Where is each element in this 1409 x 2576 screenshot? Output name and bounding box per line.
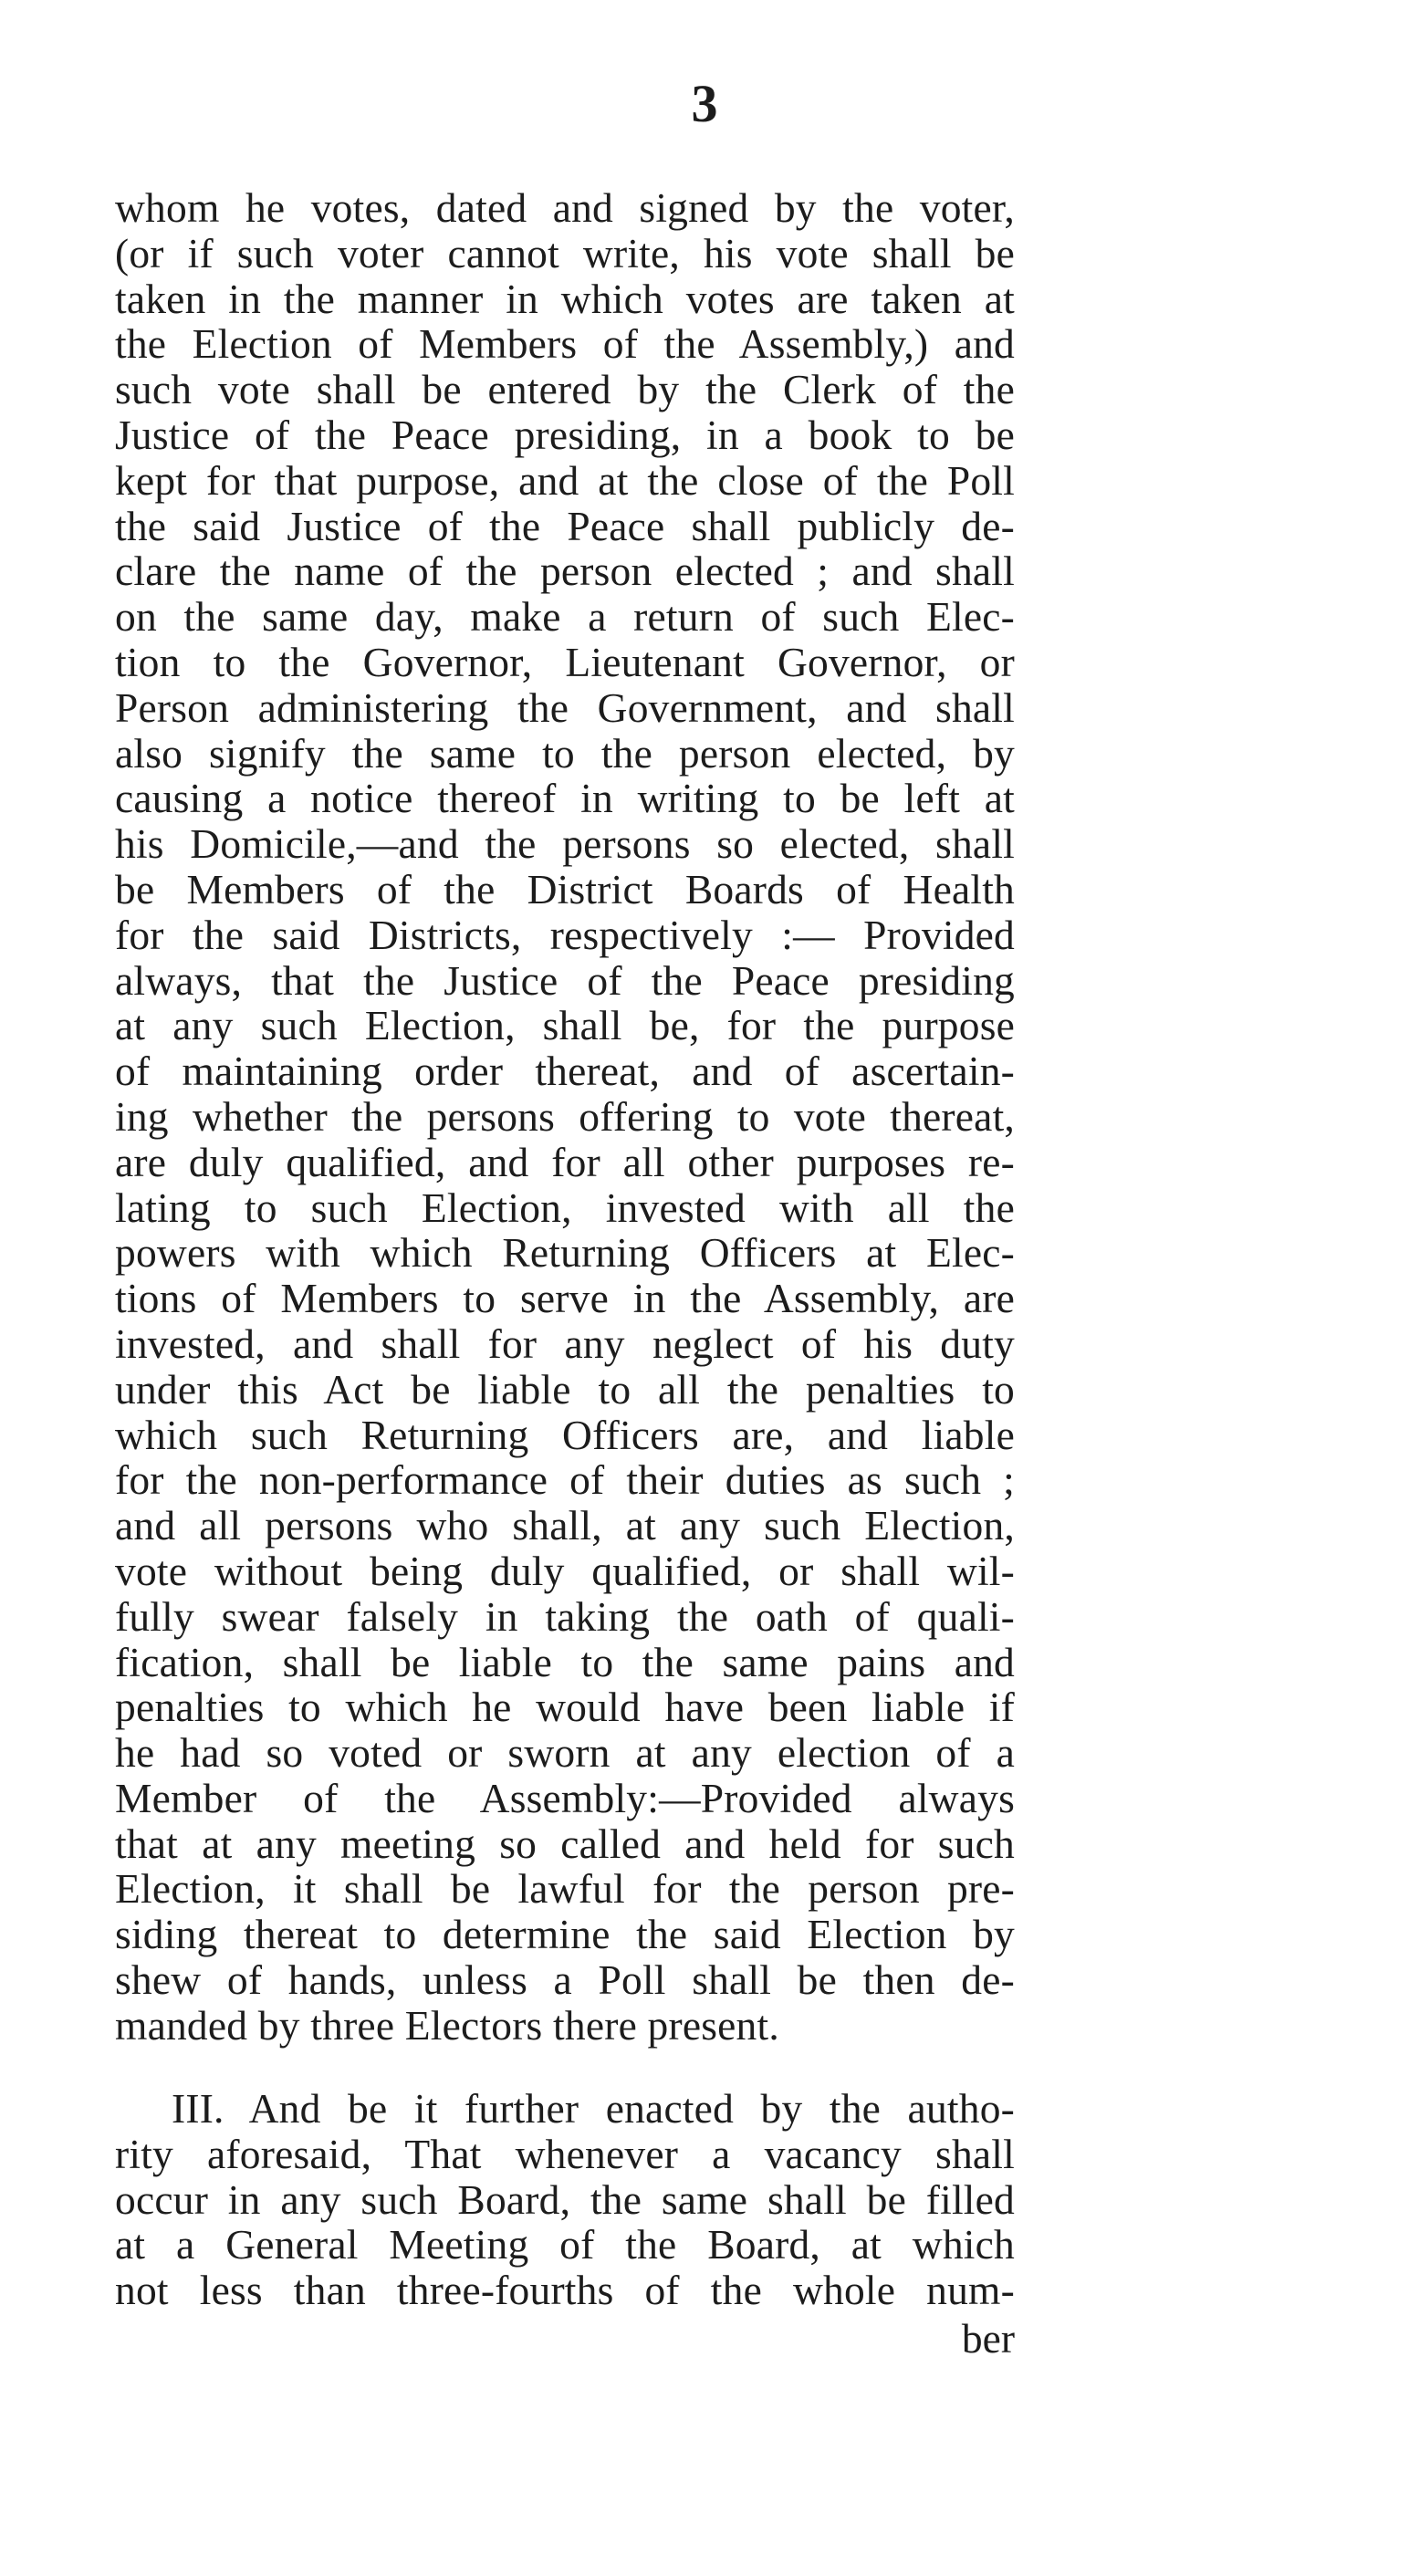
text-line: and all persons who shall, at any such Election, (115, 1502, 1015, 1549)
text-line: tions of Members to serve in the Assembly, are (115, 1275, 1015, 1322)
text-line: fication, shall be liable to the same pains and (115, 1638, 1015, 1685)
text-line: occur in any such Board, the same shall be filled (115, 2175, 1015, 2223)
text-line: (or if such voter cannot write, his vote shall be (115, 229, 1015, 276)
text-line: vote without being duly qualified, or shall wil- (115, 1547, 1015, 1594)
text-line: Member of the Assembly:—Provided always (115, 1774, 1015, 1821)
text-line: clare the name of the person elected ; and shall (115, 548, 1015, 595)
text-line: for the non-performance of their duties as such ; (115, 1456, 1015, 1504)
text-line: III. And be it further enacted by the autho- (172, 2085, 1015, 2132)
text-line: causing a notice thereof in writing to be left at (115, 775, 1015, 822)
text-line: his Domicile,—and the persons so elected, shall (115, 820, 1015, 868)
text-line: whom he votes, dated and signed by the voter, (115, 184, 1015, 231)
text-line: which such Returning Officers are, and liable (115, 1411, 1015, 1458)
text-line: kept for that purpose, and at the close of the Poll (115, 456, 1015, 504)
text-line: also signify the same to the person elected, by (115, 729, 1015, 777)
text-line: shew of hands, unless a Poll shall be then de- (115, 1956, 1015, 2004)
paragraph-2-section-iii (115, 2086, 1015, 2313)
text-line: that at any meeting so called and held for such (115, 1820, 1015, 1867)
paragraph-1 (115, 185, 1015, 2049)
text-line: rity aforesaid, That whenever a vacancy shall (115, 2130, 1015, 2177)
text-line: Election, it shall be lawful for the person pre- (115, 1865, 1015, 1913)
text-line: invested, and shall for any neglect of his duty (115, 1319, 1015, 1367)
text-line: not less than three-fourths of the whole num- (115, 2267, 1015, 2314)
text-line: be Members of the District Boards of Health (115, 865, 1015, 913)
text-line: such vote shall be entered by the Clerk of the (115, 366, 1015, 413)
text-line: he had so voted or sworn at any election of a (115, 1729, 1015, 1777)
text-line: at any such Election, shall be, for the purpose (115, 1002, 1015, 1049)
text-line: powers with which Returning Officers at Elec- (115, 1229, 1015, 1277)
text-line: the said Justice of the Peace shall publicly de- (115, 502, 1015, 549)
text-line: are duly qualified, and for all other purposes re- (115, 1138, 1015, 1185)
text-line: on the same day, make a return of such Elec- (115, 593, 1015, 641)
text-line: of maintaining order thereat, and of ascertain- (115, 1048, 1015, 1095)
text-line: penalties to which he would have been liable if (115, 1684, 1015, 1731)
text-line: always, that the Justice of the Peace presiding (115, 956, 1015, 1004)
catchword: ber (961, 2315, 1015, 2362)
text-line: lating to such Election, invested with all the (115, 1184, 1015, 1231)
text-line: siding thereat to determine the said Election by (115, 1911, 1015, 1958)
text-line: tion to the Governor, Lieutenant Governor, or (115, 638, 1015, 685)
text-line: for the said Districts, respectively :— Provided (115, 911, 1015, 958)
text-line: ing whether the persons offering to vote thereat, (115, 1092, 1015, 1140)
text-line: under this Act be liable to all the penalties to (115, 1365, 1015, 1413)
text-line: at a General Meeting of the Board, at which (115, 2221, 1015, 2268)
text-line: Person administering the Government, and shall (115, 683, 1015, 731)
text-line: the Election of Members of the Assembly,) and (115, 320, 1015, 368)
text-line: fully swear falsely in taking the oath of quali- (115, 1592, 1015, 1640)
page-number: 3 (691, 74, 718, 133)
text-line: Justice of the Peace presiding, in a book to be (115, 411, 1015, 458)
text-line: taken in the manner in which votes are taken at (115, 275, 1015, 322)
text-line: manded by three Electors there present. (115, 2001, 779, 2049)
